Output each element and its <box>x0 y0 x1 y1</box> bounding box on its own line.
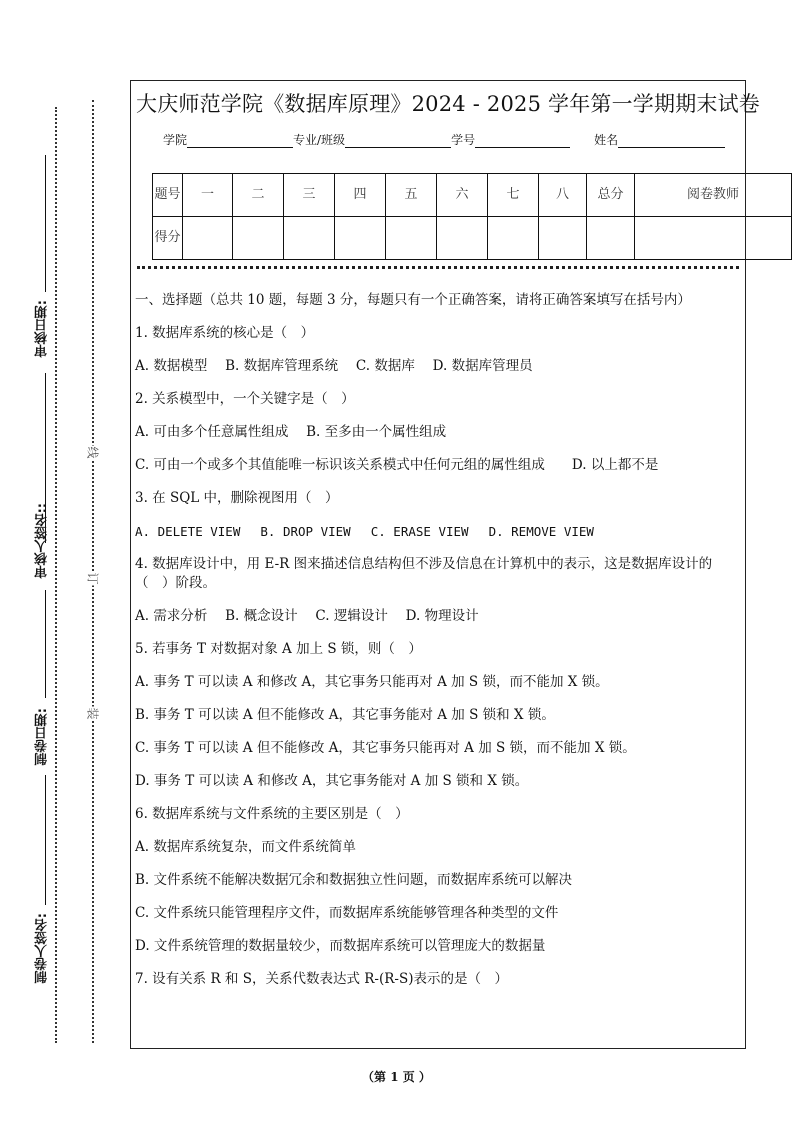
score-table-header-row <box>153 174 792 217</box>
col-header: 七 <box>488 174 539 217</box>
option-line: D. 事务 T 可以读 A 和修改 A，其它事务能对 A 加 S 锁和 X 锁。 <box>135 773 529 789</box>
dotted-separator <box>137 266 739 269</box>
option-line: D. 文件系统管理的数据量较少，而数据库系统可以管理庞大的数据量 <box>135 938 546 954</box>
make-date-label: 制卷日期: <box>35 708 50 766</box>
option-line: B. 事务 T 可以读 A 但不能修改 A，其它事务能对 A 加 S 锁和 X 锁。 <box>135 707 555 723</box>
question-line: 7. 设有关系 R 和 S，关系代数表达式 R-(R-S)表示的是（ ） <box>135 971 508 987</box>
option-line: C. 可由一个或多个其值能唯一标识该关系模式中任何元组的属性组成 D. 以上都不是 <box>135 457 659 473</box>
reviewer-signature-label: 审核人签名:: <box>35 503 50 579</box>
col-header: 一 <box>183 174 233 217</box>
name-field[interactable] <box>618 133 725 148</box>
col-header: 五 <box>386 174 437 217</box>
name-label: 姓名 <box>594 133 619 147</box>
option-line: A. DELETE VIEW B. DROP VIEW C. ERASE VIEW D. REMOVE VIEW <box>135 524 594 539</box>
option-line: C. 事务 T 可以读 A 但不能修改 A，其它事务只能再对 A 加 S 锁，而不能加 X 锁。 <box>135 740 636 756</box>
score-table-score-row <box>153 217 792 260</box>
col-header-grader: 阅卷教师 <box>635 174 792 217</box>
maker-signature-label: 制卷人签名: <box>35 913 50 984</box>
make-date-line <box>45 590 46 698</box>
question-number-label: 题号 <box>153 174 183 217</box>
question-content <box>135 291 741 1003</box>
college-label: 学院 <box>163 133 188 147</box>
major-class-label: 专业/班级 <box>293 133 346 147</box>
review-date-line <box>45 155 46 292</box>
col-header: 二 <box>233 174 284 217</box>
major-class-field[interactable] <box>345 133 451 148</box>
binding-char-zhuang: 装 <box>85 707 100 720</box>
score-label: 得分 <box>153 217 183 260</box>
maker-signature-line <box>45 775 46 905</box>
score-cell[interactable] <box>335 217 386 260</box>
review-date-label: 审核日期: <box>35 300 50 358</box>
score-cell[interactable] <box>539 217 587 260</box>
question-line: 2. 关系模型中，一个关键字是（ ） <box>135 391 355 407</box>
score-cell[interactable] <box>183 217 233 260</box>
option-line: C. 文件系统只能管理程序文件，而数据库系统能够管理各种类型的文件 <box>135 905 559 921</box>
binding-char-ding: 订 <box>85 572 100 585</box>
dotted-cut-line <box>55 107 57 1043</box>
question-line: 5. 若事务 T 对数据对象 A 加上 S 锁，则（ ） <box>135 641 422 657</box>
score-cell[interactable] <box>635 217 792 260</box>
score-cell[interactable] <box>233 217 284 260</box>
col-header-total: 总分 <box>587 174 635 217</box>
question-line: 1. 数据库系统的核心是（ ） <box>135 325 315 341</box>
score-cell[interactable] <box>284 217 335 260</box>
option-line: A. 需求分析 B. 概念设计 C. 逻辑设计 D. 物理设计 <box>135 608 479 624</box>
score-cell[interactable] <box>488 217 539 260</box>
option-line: A. 数据模型 B. 数据库管理系统 C. 数据库 D. 数据库管理员 <box>135 358 533 374</box>
col-header: 四 <box>335 174 386 217</box>
score-cell[interactable] <box>437 217 488 260</box>
page-number: （第 1 页 ） <box>362 1070 431 1084</box>
option-line: A. 事务 T 可以读 A 和修改 A，其它事务只能再对 A 加 S 锁，而不能加 X 锁。 <box>135 674 609 690</box>
option-line: A. 可由多个任意属性组成 B. 至多由一个属性组成 <box>135 424 447 440</box>
col-header: 三 <box>284 174 335 217</box>
binding-char-xian: 线 <box>85 446 100 459</box>
student-id-field[interactable] <box>475 133 570 148</box>
student-id-label: 学号 <box>451 133 476 147</box>
section-heading: 一、选择题（总共 10 题，每题 3 分，每题只有一个正确答案，请将正确答案填写在括号内） <box>135 292 691 308</box>
student-info-row <box>163 131 725 148</box>
question-line: 4. 数据库设计中，用 E-R 图来描述信息结构但不涉及信息在计算机中的表示，这是数据库设计的（ ）阶段。 <box>135 556 713 591</box>
question-line: 3. 在 SQL 中，删除视图用（ ） <box>135 490 339 506</box>
option-line: A. 数据库系统复杂，而文件系统简单 <box>135 839 356 855</box>
score-cell[interactable] <box>386 217 437 260</box>
college-field[interactable] <box>187 133 293 148</box>
option-line: B. 文件系统不能解决数据冗余和数据独立性问题，而数据库系统可以解决 <box>135 872 573 888</box>
score-table <box>152 173 792 260</box>
question-line: 6. 数据库系统与文件系统的主要区别是（ ） <box>135 806 409 822</box>
col-header: 八 <box>539 174 587 217</box>
col-header: 六 <box>437 174 488 217</box>
score-cell[interactable] <box>587 217 635 260</box>
exam-title: 大庆师范学院《数据库原理》2024 - 2025 学年第一学期期末试卷 <box>136 92 761 116</box>
